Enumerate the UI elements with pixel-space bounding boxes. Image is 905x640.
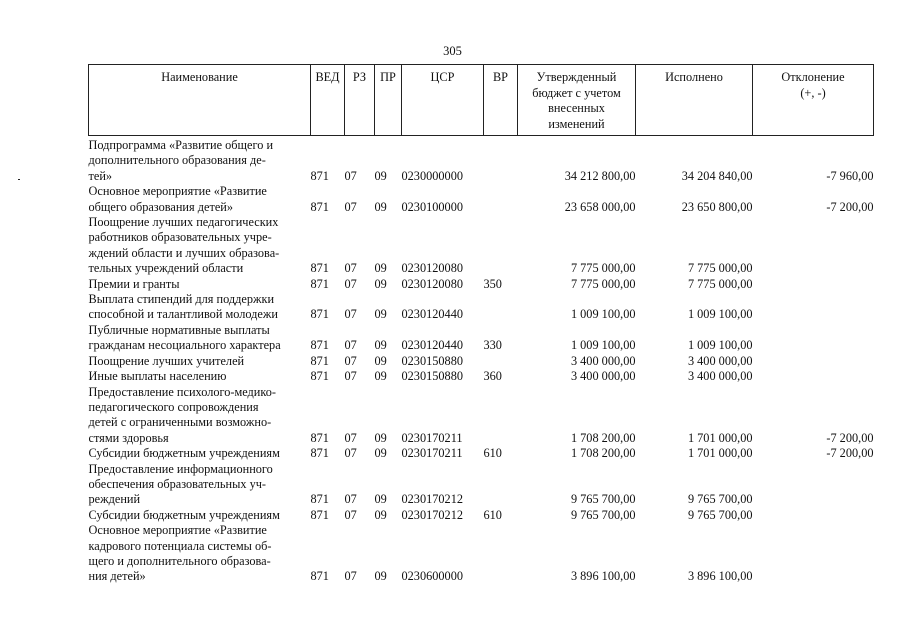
rz-cell: 07 bbox=[344, 569, 357, 584]
csr-cell: 0230170211 bbox=[401, 430, 463, 445]
item-name-line: Выплата стипендий для поддержки bbox=[88, 292, 275, 307]
deviation-cell: -7 960,00 bbox=[826, 168, 874, 183]
vr-cell bbox=[484, 385, 518, 447]
vr-cell bbox=[484, 354, 518, 369]
item-name-line: кадрового потенциала системы об- bbox=[88, 538, 272, 553]
scan-speck bbox=[18, 179, 20, 180]
table-row bbox=[89, 446, 874, 461]
pr-cell: 09 bbox=[374, 261, 387, 276]
table-row bbox=[89, 184, 874, 215]
rz-cell: 07 bbox=[344, 307, 357, 322]
vr-cell: 350 bbox=[483, 276, 502, 291]
ved-cell: 871 bbox=[310, 338, 329, 353]
approved-budget-cell: 1 708 200,00 bbox=[570, 430, 636, 445]
page-number: 305 bbox=[443, 44, 462, 58]
executed-cell: 1 009 100,00 bbox=[687, 338, 753, 353]
csr-cell: 0230120080 bbox=[401, 261, 463, 276]
item-name-line: детей с ограниченными возможно- bbox=[88, 415, 272, 430]
deviation-cell bbox=[753, 369, 874, 384]
rz-cell: 07 bbox=[344, 276, 357, 291]
deviation-cell: -7 200,00 bbox=[826, 199, 874, 214]
item-name-line: дополнительного образования де- bbox=[88, 153, 266, 168]
approved-budget-cell: 34 212 800,00 bbox=[564, 168, 636, 183]
vr-cell: 330 bbox=[483, 338, 502, 353]
rz-cell: 07 bbox=[344, 353, 357, 368]
approved-budget-cell: 23 658 000,00 bbox=[564, 199, 636, 214]
approved-budget-cell: 1 708 200,00 bbox=[570, 446, 636, 461]
rz-cell: 07 bbox=[344, 492, 357, 507]
deviation-cell bbox=[753, 215, 874, 277]
approved-budget-cell: 1 009 100,00 bbox=[570, 307, 636, 322]
ved-cell: 871 bbox=[310, 261, 329, 276]
table-row bbox=[89, 323, 874, 354]
csr-cell: 0230170212 bbox=[401, 507, 463, 522]
item-name-cell bbox=[89, 215, 311, 277]
ved-cell: 871 bbox=[310, 199, 329, 214]
header-rz: РЗ bbox=[345, 65, 375, 136]
item-name-cell bbox=[89, 136, 311, 185]
item-name-line: ждений области и лучших образова- bbox=[88, 245, 280, 260]
csr-cell: 0230120440 bbox=[401, 338, 463, 353]
table-row bbox=[89, 136, 874, 185]
header-approved-budget-line: Утвержденный bbox=[536, 70, 617, 84]
vr-cell bbox=[484, 523, 518, 585]
item-name-cell bbox=[89, 323, 311, 354]
csr-cell: 0230170212 bbox=[401, 492, 463, 507]
header-approved-budget-line: изменений bbox=[548, 116, 605, 131]
approved-budget-cell: 3 896 100,00 bbox=[570, 569, 636, 584]
table-row bbox=[89, 215, 874, 277]
item-name-line: Предоставление информационного bbox=[88, 461, 273, 476]
item-name-line: Подпрограмма «Развитие общего и bbox=[88, 138, 274, 152]
approved-budget-cell: 3 400 000,00 bbox=[570, 369, 636, 384]
pr-cell: 09 bbox=[374, 492, 387, 507]
header-approved-budget bbox=[518, 65, 636, 136]
deviation-cell bbox=[753, 508, 874, 523]
executed-cell: 3 400 000,00 bbox=[687, 353, 753, 368]
executed-cell: 1 009 100,00 bbox=[687, 307, 753, 322]
executed-cell: 1 701 000,00 bbox=[687, 430, 753, 445]
item-name-line: педагогического сопровождения bbox=[88, 399, 259, 414]
table-row bbox=[89, 277, 874, 292]
item-name-line: Поощрение лучших учителей bbox=[88, 353, 245, 368]
rz-cell: 07 bbox=[344, 338, 357, 353]
pr-cell: 09 bbox=[374, 338, 387, 353]
deviation-cell bbox=[753, 292, 874, 323]
ved-cell: 871 bbox=[310, 492, 329, 507]
vr-cell bbox=[484, 292, 518, 323]
csr-cell: 0230120440 bbox=[401, 307, 463, 322]
csr-cell: 0230600000 bbox=[401, 569, 463, 584]
vr-cell bbox=[484, 136, 518, 185]
table-body bbox=[89, 136, 874, 585]
header-name: Наименование bbox=[89, 65, 311, 136]
table-row bbox=[89, 385, 874, 447]
header-approved-budget-line: бюджет с учетом bbox=[532, 85, 621, 100]
table-row bbox=[89, 354, 874, 369]
ved-cell: 871 bbox=[310, 353, 329, 368]
approved-budget-cell: 9 765 700,00 bbox=[570, 507, 636, 522]
executed-cell: 3 400 000,00 bbox=[687, 369, 753, 384]
deviation-cell bbox=[753, 354, 874, 369]
pr-cell: 09 bbox=[374, 446, 387, 461]
deviation-cell: -7 200,00 bbox=[826, 430, 874, 445]
deviation-cell: -7 200,00 bbox=[826, 446, 874, 461]
item-name-line: тей» bbox=[88, 168, 113, 183]
rz-cell: 07 bbox=[344, 199, 357, 214]
pr-cell: 09 bbox=[374, 168, 387, 183]
item-name-line: обеспечения образовательных уч- bbox=[88, 476, 267, 491]
vr-cell: 610 bbox=[483, 507, 502, 522]
executed-cell: 1 701 000,00 bbox=[687, 446, 753, 461]
table-row bbox=[89, 523, 874, 585]
header-csr: ЦСР bbox=[402, 65, 484, 136]
csr-cell: 0230000000 bbox=[401, 168, 463, 183]
item-name-cell bbox=[89, 446, 311, 461]
item-name-cell bbox=[89, 523, 311, 585]
item-name-cell bbox=[89, 292, 311, 323]
csr-cell: 0230120080 bbox=[401, 276, 463, 291]
deviation-cell bbox=[753, 323, 874, 354]
ved-cell: 871 bbox=[310, 569, 329, 584]
item-name-line: Основное мероприятие «Развитие bbox=[88, 523, 267, 538]
pr-cell: 09 bbox=[374, 369, 387, 384]
ved-cell: 871 bbox=[310, 369, 329, 384]
item-name-line: способной и талантливой молодежи bbox=[88, 307, 278, 322]
pr-cell: 09 bbox=[374, 507, 387, 522]
table-row bbox=[89, 462, 874, 508]
csr-cell: 0230100000 bbox=[401, 199, 463, 214]
item-name-cell bbox=[89, 508, 311, 523]
item-name-line: гражданам несоциального характера bbox=[88, 338, 281, 353]
pr-cell: 09 bbox=[374, 199, 387, 214]
item-name-line: Публичные нормативные выплаты bbox=[88, 322, 270, 337]
rz-cell: 07 bbox=[344, 430, 357, 445]
approved-budget-cell: 7 775 000,00 bbox=[570, 261, 636, 276]
item-name-line: Премии и гранты bbox=[88, 276, 180, 291]
approved-budget-cell: 7 775 000,00 bbox=[570, 276, 636, 291]
rz-cell: 07 bbox=[344, 168, 357, 183]
item-name-cell bbox=[89, 354, 311, 369]
executed-cell: 9 765 700,00 bbox=[687, 492, 753, 507]
item-name-line: общего образования детей» bbox=[88, 199, 234, 214]
approved-budget-cell: 3 400 000,00 bbox=[570, 353, 636, 368]
item-name-line: Предоставление психолого-медико- bbox=[88, 384, 276, 399]
executed-cell: 7 775 000,00 bbox=[687, 261, 753, 276]
header-ved: ВЕД bbox=[311, 65, 345, 136]
rz-cell: 07 bbox=[344, 446, 357, 461]
table-row bbox=[89, 508, 874, 523]
ved-cell: 871 bbox=[310, 430, 329, 445]
ved-cell: 871 bbox=[310, 307, 329, 322]
item-name-cell bbox=[89, 369, 311, 384]
executed-cell: 23 650 800,00 bbox=[681, 199, 753, 214]
rz-cell: 07 bbox=[344, 261, 357, 276]
deviation-cell bbox=[753, 523, 874, 585]
pr-cell: 09 bbox=[374, 307, 387, 322]
header-deviation bbox=[753, 65, 874, 136]
csr-cell: 0230170211 bbox=[401, 446, 463, 461]
header-deviation-line: Отклонение bbox=[781, 70, 845, 84]
approved-budget-cell: 1 009 100,00 bbox=[570, 338, 636, 353]
header-vr: ВР bbox=[484, 65, 518, 136]
item-name-line: Основное мероприятие «Развитие bbox=[88, 184, 267, 199]
budget-execution-table bbox=[88, 64, 874, 585]
ved-cell: 871 bbox=[310, 276, 329, 291]
executed-cell: 9 765 700,00 bbox=[687, 507, 753, 522]
approved-budget-cell: 9 765 700,00 bbox=[570, 492, 636, 507]
item-name-line: работников образовательных учре- bbox=[88, 230, 272, 245]
header-executed: Исполнено bbox=[636, 65, 753, 136]
vr-cell: 610 bbox=[483, 446, 502, 461]
vr-cell bbox=[484, 215, 518, 277]
pr-cell: 09 bbox=[374, 569, 387, 584]
header-pr: ПР bbox=[375, 65, 402, 136]
ved-cell: 871 bbox=[310, 168, 329, 183]
vr-cell bbox=[484, 462, 518, 508]
table-header bbox=[89, 65, 874, 136]
item-name-cell bbox=[89, 277, 311, 292]
rz-cell: 07 bbox=[344, 507, 357, 522]
csr-cell: 0230150880 bbox=[401, 353, 463, 368]
vr-cell bbox=[484, 184, 518, 215]
item-name-line: Субсидии бюджетным учреждениям bbox=[88, 446, 280, 461]
item-name-line: щего и дополнительного образова- bbox=[88, 553, 271, 568]
deviation-cell bbox=[753, 462, 874, 508]
table-row bbox=[89, 369, 874, 384]
pr-cell: 09 bbox=[374, 276, 387, 291]
header-deviation-line: (+, -) bbox=[800, 85, 826, 100]
executed-cell: 7 775 000,00 bbox=[687, 276, 753, 291]
deviation-cell bbox=[753, 277, 874, 292]
rz-cell: 07 bbox=[344, 369, 357, 384]
csr-cell: 0230150880 bbox=[401, 369, 463, 384]
header-approved-budget-line: внесенных bbox=[548, 101, 605, 115]
item-name-line: Иные выплаты населению bbox=[88, 369, 227, 384]
executed-cell: 34 204 840,00 bbox=[681, 168, 753, 183]
ved-cell: 871 bbox=[310, 507, 329, 522]
item-name-line: стями здоровья bbox=[88, 430, 169, 445]
item-name-line: реждений bbox=[88, 492, 141, 507]
item-name-line: тельных учреждений области bbox=[88, 261, 244, 276]
item-name-cell bbox=[89, 385, 311, 447]
item-name-cell bbox=[89, 184, 311, 215]
ved-cell: 871 bbox=[310, 446, 329, 461]
item-name-line: Поощрение лучших педагогических bbox=[88, 215, 279, 230]
item-name-line: Субсидии бюджетным учреждениям bbox=[88, 507, 280, 522]
table-row bbox=[89, 292, 874, 323]
executed-cell: 3 896 100,00 bbox=[687, 569, 753, 584]
pr-cell: 09 bbox=[374, 353, 387, 368]
header-row bbox=[89, 65, 874, 136]
item-name-line: ния детей» bbox=[88, 569, 146, 584]
item-name-cell bbox=[89, 462, 311, 508]
vr-cell: 360 bbox=[483, 369, 502, 384]
pr-cell: 09 bbox=[374, 430, 387, 445]
